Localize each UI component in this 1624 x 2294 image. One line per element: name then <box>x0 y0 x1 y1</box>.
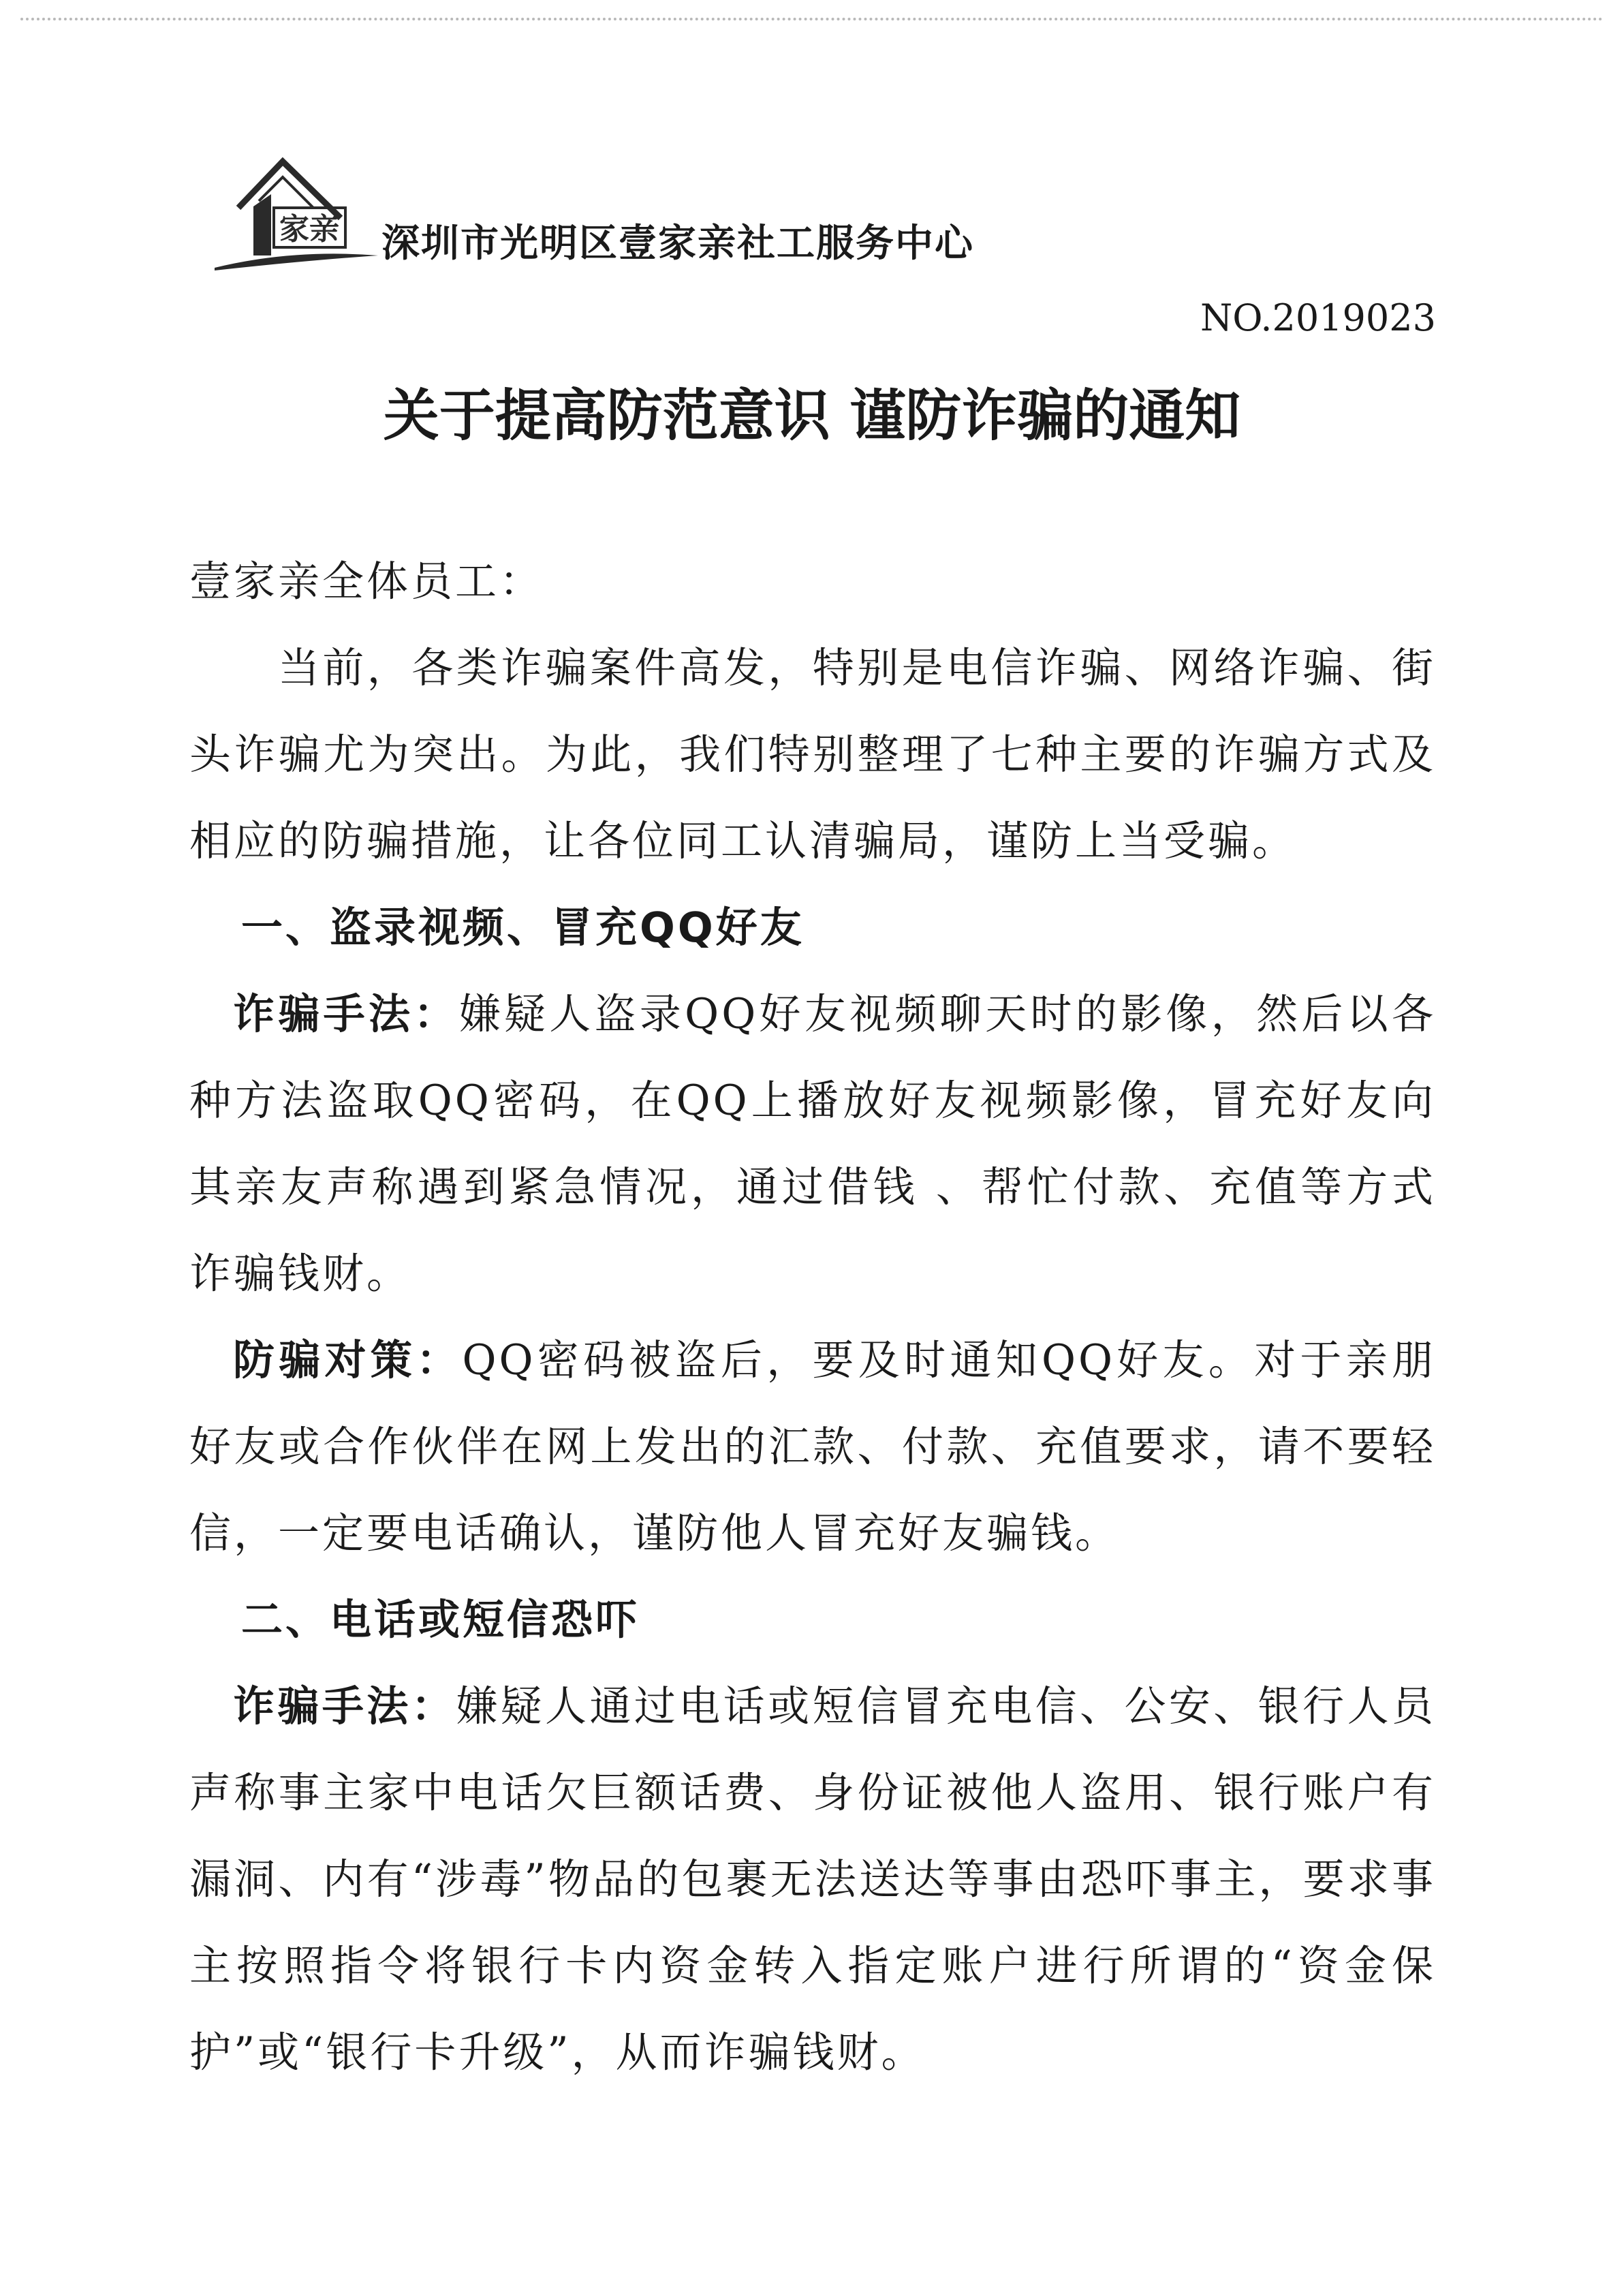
fraud-method-label: 诈骗手法： <box>233 1682 456 1731</box>
scan-edge-line <box>20 18 1604 20</box>
countermeasure-text: QQ密码被盗后，要及时通知QQ好友。对于亲朋好友或合作伙伴在网上发出的汇款、付款、充值要求，请不要轻信，一定要电话确认，谨防他人冒充好友骗钱。 <box>189 1336 1436 1557</box>
fraud-method-text: 嫌疑人通过电话或短信冒充电信、公安、银行人员声称事主家中电话欠巨额话费、身份证被他人盗用、银行账户有漏洞、内有“涉毒”物品的包裹无法送达等事由恐吓事主，要求事主按照指令将银行卡内资金转入指定账户进行所谓的“资金保护”或“银行卡升级”，从而诈骗钱财。 <box>189 1682 1436 2077</box>
countermeasure-paragraph <box>189 1317 1436 1577</box>
section-heading: 二、电话或短信恐吓 <box>241 1596 640 1644</box>
organization-name: 深圳市光明区壹家亲社工服务中心 <box>381 221 974 266</box>
greeting: 壹家亲全体员工： <box>189 557 544 606</box>
document-body <box>189 538 1436 2096</box>
fraud-method-paragraph <box>189 971 1436 1317</box>
letterhead <box>211 153 1165 276</box>
section-heading: 一、盗录视频、冒充QQ好友 <box>241 903 805 952</box>
fraud-method-paragraph <box>189 1663 1436 2096</box>
countermeasure-label: 防骗对策： <box>233 1336 463 1384</box>
organization-logo <box>211 153 381 273</box>
document-title: 关于提高防范意识 谨防诈骗的通知 <box>383 384 1241 448</box>
intro-paragraph: 当前，各类诈骗案件高发，特别是电信诈骗、网络诈骗、街头诈骗尤为突出。为此，我们特别整理了七种主要的诈骗方式及相应的防骗措施，让各位同工认清骗局，谨防上当受骗。 <box>189 644 1436 865</box>
logo-text: 家亲 <box>279 212 339 247</box>
fraud-method-label: 诈骗手法： <box>233 990 459 1038</box>
fraud-method-text: 嫌疑人盗录QQ好友视频聊天时的影像，然后以各种方法盗取QQ密码，在QQ上播放好友视频影像，冒充好友向其亲友声称遇到紧急情况，通过借钱 、帮忙付款、充值等方式诈骗钱财。 <box>189 990 1436 1298</box>
document-number: NO.2019023 <box>1200 296 1436 339</box>
